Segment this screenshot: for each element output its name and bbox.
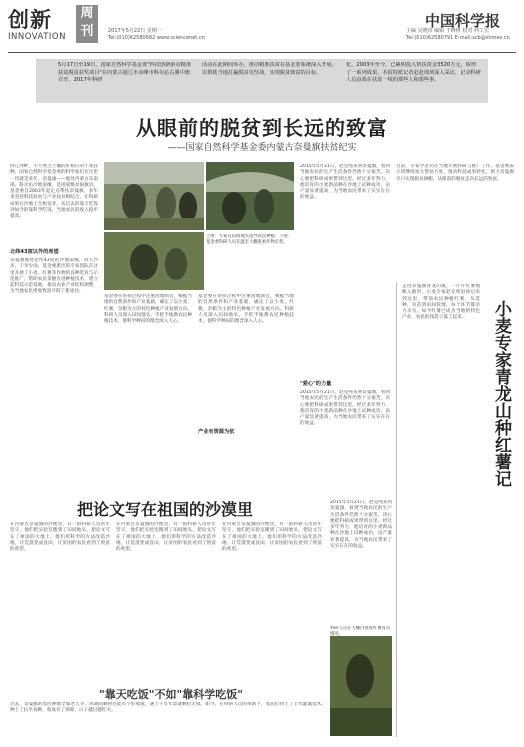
main-headline: 从眼前的脱贫到长远的致富 — [136, 116, 388, 140]
main-subheadline: ——国家自然科学基金委内蒙古奈曼旗扶贫纪实 — [167, 143, 357, 153]
lower-col-bottom: 过去，奈曼旗的农民种地全靠老天爷，风调雨顺时还能有个好收成，遇上干旱年景就颗粒无收。如今，在科研人员的帮助下，农民们用上了节水灌溉技术，种上了抗旱良种，收成有了保障，日子越过越红火。 — [10, 702, 326, 714]
article-col-2b: 基金委在帮扶过程中注重因地制宜，根据当地的自然条件和产业基础，确定了以小麦、红薯、杂粮为主的特色种植产业发展方向。科研人员深入田间地头，手把手地教农民种植技术，使科学种田的理念深入人心。 — [198, 294, 294, 325]
sidebar-text: 走进奈曼旗青龙山镇，一片片红薯地映入眼帘。小麦专家赵克纯退休后来到这里，带领农民种植红薯，从选种、育苗到田间管理，每个环节都亲力亲为。如今红薯已成为当地的特色产业，农民的钱袋子鼓了起来。 — [402, 284, 480, 321]
header-divider — [8, 52, 516, 53]
lower-col-1: 在内蒙古奈曼旗的沙地里，有一群科研人员常年坚守，他们把实验室搬到了田间地头，把论文写在了祖国的大地上。他们用科学的方法改造沙地，让荒漠变成良田，让贫困的农民看到了致富的希望。 — [10, 522, 110, 553]
newspaper-logo: 中国科学报 — [425, 12, 501, 30]
issue-contact: Tel:(010)62580682 www.sciencenet.cn — [108, 35, 205, 41]
article-col-1b: 奈曼旗地处北纬43度的沙地南缘，风大沙多，干旱少雨。基金委派出的专家团队在这里开展了小麦、红薯等作物的良种选育与示范推广，帮助农民掌握先进种植技术，建立起科技示范基地，推动农业产业结构调整，为当地农民增收致富开辟了新途径。 — [10, 258, 98, 295]
banner-col-2: 活动在此期间举办，推动精准扶贫在基金委系统深入开展，以帮助当地打赢脱贫攻坚战，实现脱贫致富的目标。 — [202, 62, 337, 76]
article-col-3b: 2015年5月21日，赵克纯来到奈曼旗，看到当地农民的生产生活条件仍然十分艰苦，决心要把科研成果带到这里。经过多年努力，他培育的小麦新品种在沙地上试种成功，亩产量显著提高，为当地农民带来了实实在在的收益。 — [300, 390, 390, 427]
photo-2-scene — [206, 162, 294, 230]
article-col-2: 基金委在帮扶过程中注重因地制宜，根据当地的自然条件和产业基础，确定了以小麦、红薯、杂粮为主的特色种植产业发展方向。科研人员深入田间地头，手把手地教农民种植技术，使科学种田的理念深入人心。 — [104, 294, 192, 325]
banner-col-3: 化，2003年至今，已累积投入帮扶资金3520万元，取得了一系列成果。本报特派记者赶赴现场深入采访，记录科研人员奋战在扶贫一线的那些人和那些事。 — [346, 62, 481, 84]
editor-info — [406, 28, 510, 42]
sidebar-divider — [396, 282, 397, 737]
article-photo-4 — [330, 636, 392, 736]
section-title-en: INNOVATION — [8, 32, 66, 42]
photo-4-scene — [330, 636, 392, 736]
photo-1-scene — [104, 162, 204, 230]
article-photo-2 — [206, 162, 294, 230]
article-col-1: 西辽河畔，不不然乏土壤的好相应的小麦良种，国家自然科学基金委的科学家们在这里一待就是多年。奈曼旗——地处内蒙古东南部，科尔沁沙地南缘，是国家级贫困旗县。基金委自2003年起定点帮扶奈曼旗，多年来坚持科技扶贫与产业扶贫相结合，让科研成果在沙地上生根发芽。从过去的靠天吃饭到如今的靠科学吃饭，当地农民的收入稳步提高。 — [10, 164, 98, 220]
article-col-4: 目前，专家学者仍在当地开展科研与推广工作，基金委表示将继续加大帮扶力度，推动科技成果转化，助力奈曼旗早日实现脱贫摘帽，从眼前的脱贫走向长远的致富。 — [396, 164, 514, 182]
banner-col-1: 5月17日至19日，国家自然科学基金委"科技创新驱动精准扶贫脱贫获奖项目"在内蒙古通辽市赤峰市科尔沁右翼中旗召开。2017年科研 — [58, 62, 192, 84]
lower-col-3: 在内蒙古奈曼旗的沙地里，有一群科研人员常年坚守，他们把实验室搬到了田间地头，把论文写在了祖国的大地上。他们用科学的方法改造沙地，让荒漠变成良田，让贫困的农民看到了致富的希望。 — [222, 522, 322, 553]
editor-line-2: Tel:(010)62580791 E-mail:scb@stimes.cn — [406, 35, 510, 41]
section-heading-1: 北纬43度以外的希望 — [10, 249, 59, 255]
section-heading-2: 产业有资源为依 — [198, 429, 235, 435]
article-photo-1 — [104, 162, 204, 230]
article-col-3: 2015年5月21日，赵克纯来到奈曼旗，看到当地农民的生产生活条件仍然十分艰苦，决心要把科研成果带到这里。经过多年努力，他培育的小麦新品种在沙地上试种成功，亩产量显著提高，为当地农民带来了实实在在的收益。 — [300, 164, 390, 201]
photo-caption: 上图：专家在田间地头指导农民种植；下图：基金委科研人员在温室大棚查看作物长势。 — [206, 234, 292, 245]
sidebar-headline: 小麦专家青龙山种红薯记 — [491, 300, 511, 487]
issue-meta — [108, 28, 205, 42]
third-headline: "靠天吃饭"不如"靠科学吃饭" — [99, 688, 243, 701]
section-heading-3: "爱心"的力量 — [300, 381, 332, 387]
second-headline: 把论文写在祖国的沙漠里 — [76, 500, 253, 519]
lower-col-4: 2015年5月21日，赵克纯来到奈曼旗，看到当地农民的生产生活条件仍然十分艰苦，决心要把科研成果带到这里。经过多年努力，他培育的小麦新品种在沙地上试种成功，亩产量显著提高，为当地农民带来了实实在在的收益。 — [330, 500, 392, 550]
editor-line-1: 主编 吴晓章 编辑 王峰修 校对 何工宏 — [406, 28, 489, 34]
issue-date: 2017年5月22日 星期一 — [108, 28, 162, 34]
article-photo-3 — [104, 232, 204, 290]
section-weekly-box: 周刊 — [76, 5, 98, 43]
photo-4-caption: 科研人员在大棚内查看红薯育苗情况。 — [330, 626, 391, 636]
lower-col-2: 在内蒙古奈曼旗的沙地里，有一群科研人员常年坚守，他们把实验室搬到了田间地头，把论文写在了祖国的大地上。他们用科学的方法改造沙地，让荒漠变成良田，让贫困的农民看到了致富的希望。 — [116, 522, 216, 553]
lead-banner — [36, 59, 488, 103]
section-title-cn: 创新 — [8, 8, 52, 32]
photo-3-scene — [104, 232, 204, 290]
